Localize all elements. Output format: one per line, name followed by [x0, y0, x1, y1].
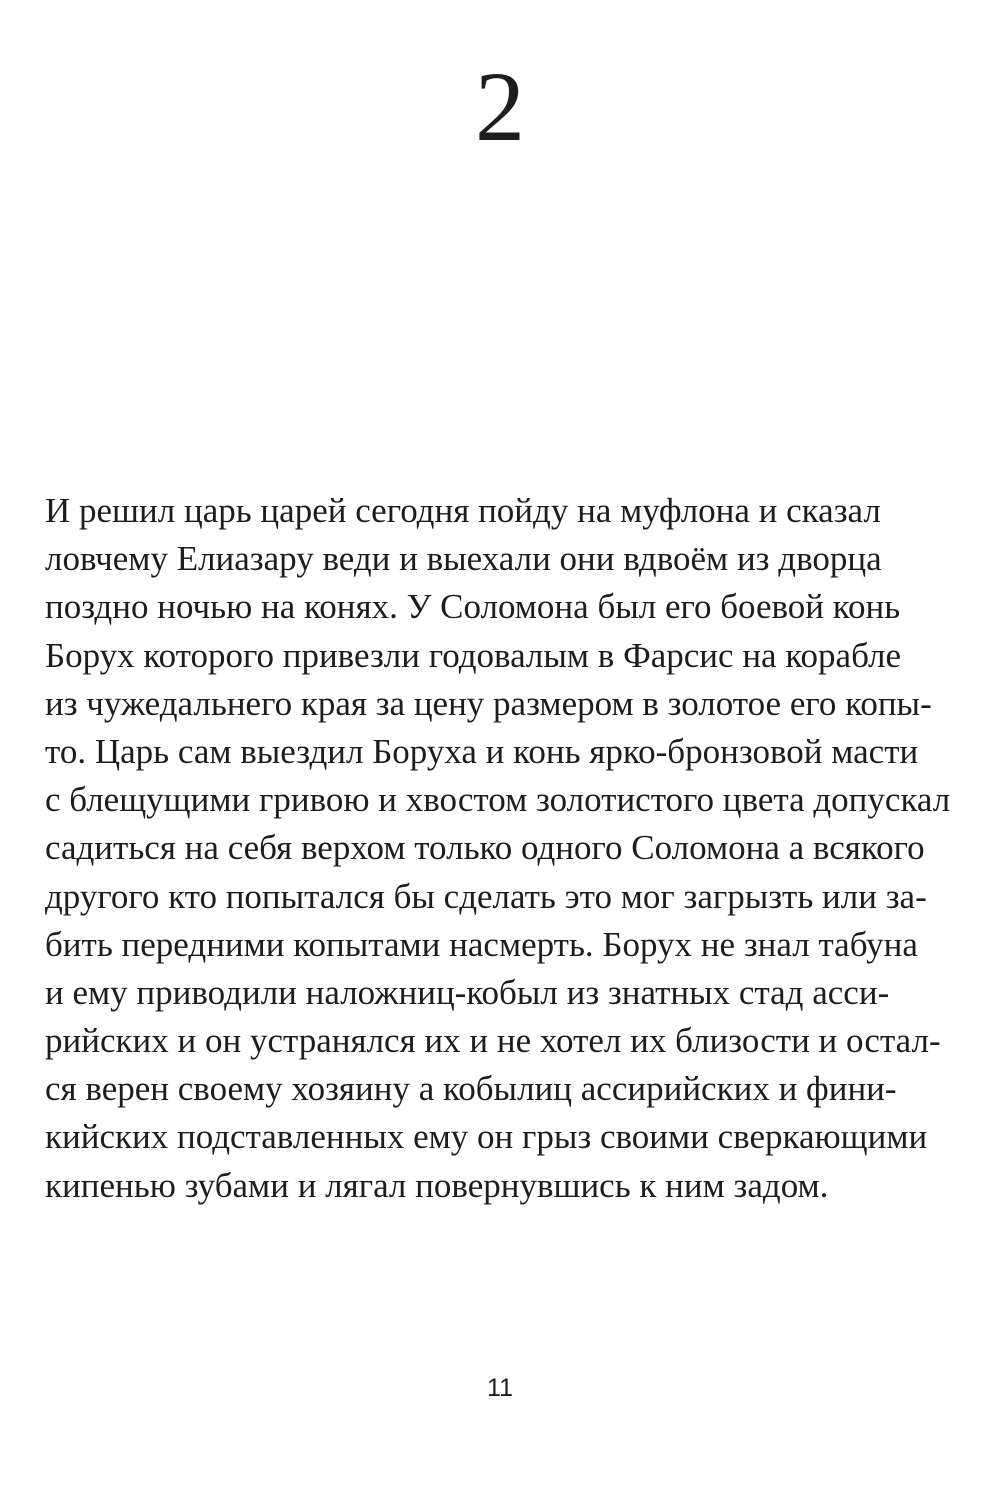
text-line: с блещущими гривою и хвостом золотистого цвета допускал [45, 780, 951, 820]
text-line: из чужедальнего края за цену размером в золотое его копы- [45, 683, 932, 723]
text-line-last: кипенью зубами и лягал повернувшись к ним задом. [45, 1165, 829, 1205]
text-line: ловчему Елиазару веди и выехали они вдвоём из дворца [45, 539, 882, 579]
chapter-body-text [45, 487, 951, 1210]
text-line: бить передними копытами насмерть. Борух не знал табуна [45, 924, 918, 964]
text-line: рийских и он устранялся их и не хотел их близости и остал- [45, 1021, 941, 1061]
text-line: то. Царь сам выездил Боруха и конь ярко-бронзовой масти [45, 731, 919, 771]
text-line: поздно ночью на конях. У Соломона был его боевой конь [45, 587, 901, 627]
text-line: садиться на себя верхом только одного Соломона а всякого [45, 828, 925, 868]
text-line: ся верен своему хозяину а кобылиц ассирийских и фини- [45, 1069, 897, 1109]
text-line: и ему приводили наложниц-кобыл из знатных стад асси- [45, 972, 890, 1012]
text-line: Борух которого привезли годовалым в Фарсис на корабле [45, 635, 902, 675]
chapter-number: 2 [475, 51, 525, 162]
text-line: кийских подставленных ему он грыз своими сверкающими [45, 1117, 928, 1157]
text-line: И решил царь царей сегодня пойду на муфлона и сказал [45, 491, 881, 530]
page-number: 11 [487, 1374, 513, 1402]
text-line: другого кто попытался бы сделать это мог загрызть или за- [45, 876, 927, 916]
